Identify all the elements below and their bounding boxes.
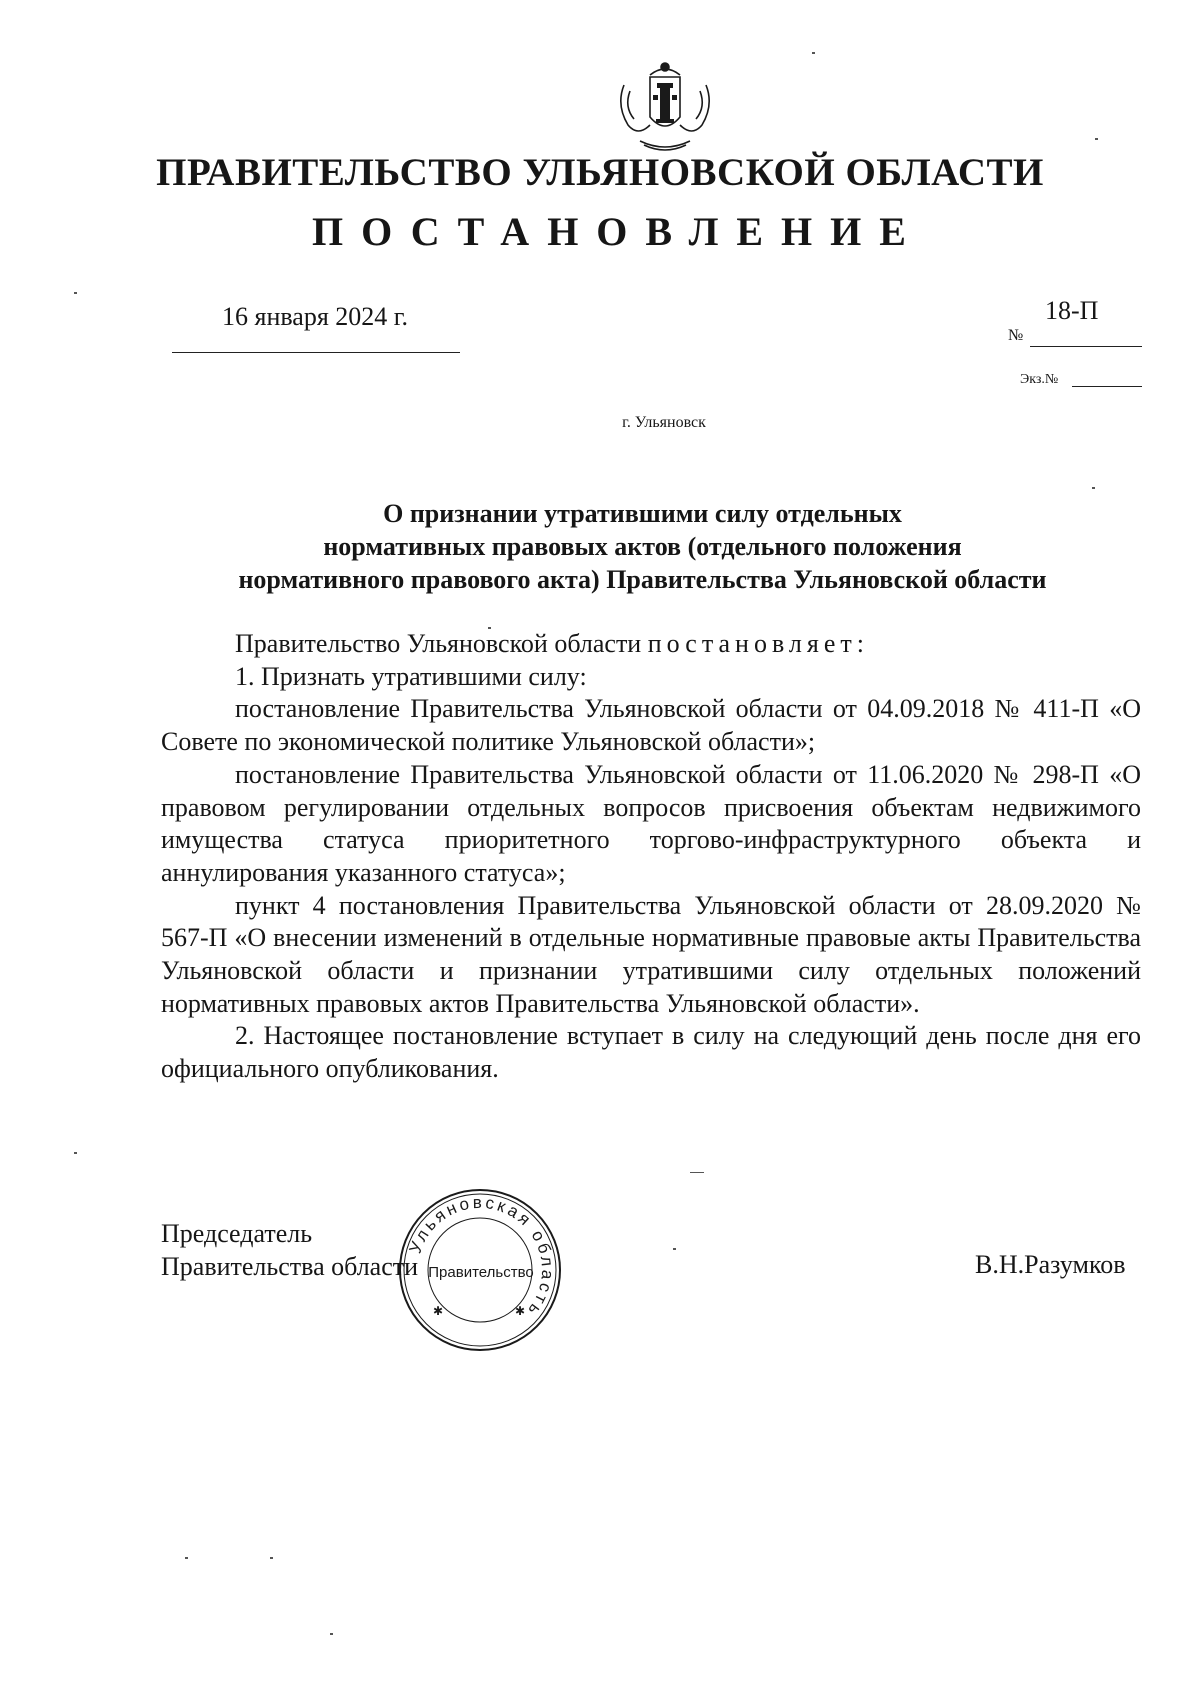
subject-line: нормативного правового акта) Правительства Ульяновской области [238,565,1047,594]
repealed-act-3: пункт 4 постановления Правительства Ульяновской области от 28.09.2020 № 567-П «О внесении изменений в отдельные нормативные правовые акты Правительства Ульяновской области и признании утратившими силу отдельных положений нормативных правовых актов Правительства Ульяновской области». [161,890,1141,1018]
document-subject [180,497,1105,596]
scan-speck [690,1172,704,1173]
scan-speck [1092,487,1095,489]
number-label: № [1008,327,1024,344]
intro-verb: постановляет: [647,629,869,658]
document-date: 16 января 2024 г. [222,302,409,331]
scan-speck [812,52,815,54]
city: г. Ульяновск [622,414,706,431]
coat-of-arms-icon [610,55,720,155]
position-line-2: Правительства области [161,1252,419,1281]
subject-line: О признании утратившими силу отдельных [383,499,902,528]
svg-text:✱: ✱ [515,1304,526,1318]
seal-center-text: Правительство [428,1264,534,1281]
intro-prefix: Правительство Ульяновской области [235,629,642,658]
svg-text:✱: ✱ [433,1304,444,1318]
document-type: ПОСТАНОВЛЕНИЕ [312,209,924,254]
scan-speck [74,1152,77,1154]
document-number: 18-П [1045,296,1099,325]
subject-line: нормативных правовых актов (отдельного положения [323,532,962,561]
signatory-name: В.Н.Разумков [975,1250,1126,1279]
position-line-1: Председатель [161,1219,313,1248]
date-underline [172,352,460,353]
document-body [161,628,1141,1086]
government-title: ПРАВИТЕЛЬСТВО УЛЬЯНОВСКОЙ ОБЛАСТИ [156,151,1044,194]
scan-speck [673,1248,676,1250]
intro-paragraph [161,628,1141,661]
scan-speck [270,1557,273,1559]
item-2: 2. Настоящее постановление вступает в силу на следующий день после дня его официального опубликования. [161,1021,1141,1084]
scan-speck [330,1633,333,1635]
scan-speck [1095,138,1098,140]
scan-speck [185,1557,188,1559]
item-1: 1. Признать утратившими силу: [235,661,587,691]
copy-number-underline [1072,386,1142,387]
official-seal-icon [395,1185,565,1355]
copy-number-label: Экз.№ [1020,372,1059,387]
scan-speck [74,292,77,294]
repealed-act-2: постановление Правительства Ульяновской области от 11.06.2020 № 298-П «О правовом регулировании отдельных вопросов присвоения объектам недвижимого имущества статуса приоритетного торгово-инфраструктурного объекта и аннулирования указанного статуса»; [161,759,1141,887]
signatory-position [161,1217,418,1283]
scan-speck [488,627,491,629]
repealed-act-1: постановление Правительства Ульяновской области от 04.09.2018 № 411-П «О Совете по экономической политике Ульяновской области»; [161,694,1141,757]
number-underline [1030,346,1142,347]
seal-ring-text: Ульяновская область [405,1192,558,1322]
